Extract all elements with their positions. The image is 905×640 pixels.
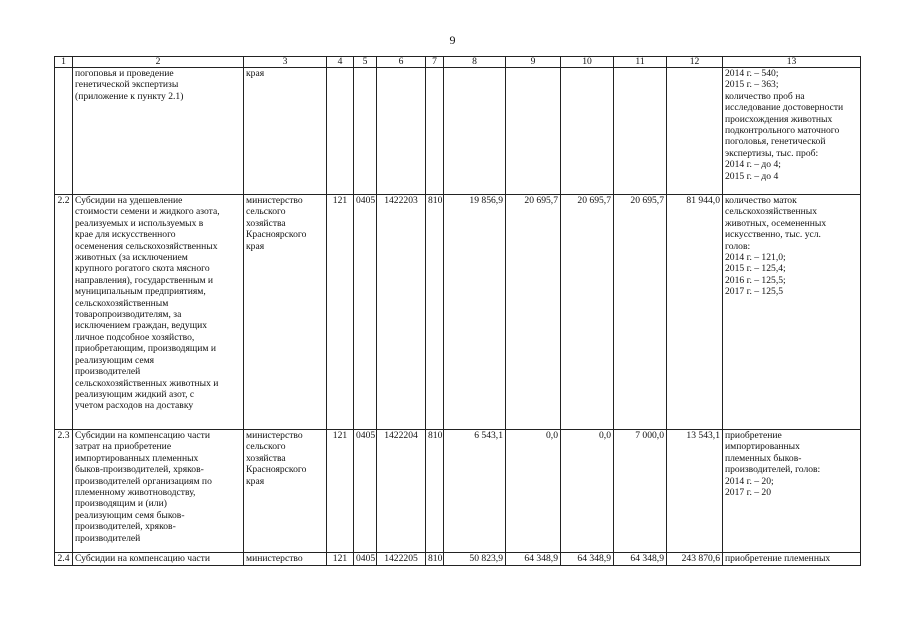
amount-2015-cell: 64 348,9 <box>506 553 561 566</box>
activity-name-cell-line: быков-производителей, хряков- <box>75 464 204 476</box>
executor-cell-line: министерство <box>246 553 303 564</box>
activity-name-cell-line: генетической экспертизы <box>75 79 179 91</box>
program-activities-table <box>54 56 861 566</box>
amount-2014-cell: 19 856,9 <box>444 195 506 430</box>
activity-name-cell-line: Субсидии на удешевление <box>75 195 183 206</box>
expected-result-cell-line: количество проб на <box>725 90 805 102</box>
activity-name-cell-line: животных (за исключением <box>75 252 188 264</box>
column-number-10: 10 <box>561 57 614 68</box>
column-number-4: 4 <box>327 57 354 68</box>
activity-name-cell-line: личное подсобное хозяйство, <box>75 331 195 343</box>
expected-result-cell-line: искусственно, тыс. усл. <box>725 229 821 241</box>
code-admin-cell: 121 <box>327 430 354 553</box>
code-section-cell <box>354 68 377 195</box>
amount-2015-cell: 0,0 <box>506 430 561 553</box>
activity-name-cell-line: затрат на приобретение <box>75 441 172 453</box>
activity-name-cell-line: реализующим семя быков- <box>75 509 185 521</box>
expected-result-cell-line: голов: <box>725 240 751 252</box>
expected-result-cell-line: 2016 г. – 125,5; <box>725 274 786 286</box>
activity-name-cell-line: реализующим семя <box>75 354 155 366</box>
page-number: 9 <box>449 33 456 47</box>
code-target-cell: 1422205 <box>377 553 426 566</box>
column-number-13: 13 <box>723 57 861 68</box>
row-number-cell: 2.4 <box>55 553 73 566</box>
code-admin-cell: 121 <box>327 195 354 430</box>
code-section-cell: 0405 <box>354 430 377 553</box>
activity-name-cell <box>73 195 244 430</box>
expected-result-cell-line: происхождения животных <box>725 113 833 125</box>
code-target-cell: 1422204 <box>377 430 426 553</box>
expected-result-cell-line: 2014 г. – 121,0; <box>725 252 786 264</box>
activity-name-cell-line: погоповья и проведение <box>75 68 174 79</box>
expected-result-cell-line: импортированных <box>725 441 800 453</box>
activity-name-cell-line: Субсидии на компенсацию части <box>75 553 210 564</box>
activity-name-cell-line: сельскохозяйственным <box>75 297 169 309</box>
activity-name-cell-line: приобретающим, производящим и <box>75 343 216 355</box>
amount-2016-cell: 64 348,9 <box>561 553 614 566</box>
executor-cell <box>244 68 327 195</box>
activity-name-cell-line: стоимости семени и жидкого азота, <box>75 206 220 218</box>
activity-name-cell-line: исключением граждан, ведущих <box>75 320 208 332</box>
column-number-3: 3 <box>244 57 327 68</box>
executor-cell <box>244 430 327 553</box>
code-section-cell: 0405 <box>354 195 377 430</box>
expected-result-cell-line: производителей, голов: <box>725 464 821 476</box>
column-number-7: 7 <box>426 57 444 68</box>
activity-name-cell-line: учетом расходов на доставку <box>75 400 194 412</box>
expected-result-cell-line: исследование достоверности <box>725 102 844 114</box>
amount-2016-cell: 0,0 <box>561 430 614 553</box>
code-expense-cell: 810 <box>426 430 444 553</box>
expected-result-cell-line: подконтрольного маточного <box>725 125 840 137</box>
amount-2016-cell <box>561 68 614 195</box>
column-number-11: 11 <box>614 57 667 68</box>
activity-name-cell-line: сельскохозяйственных животных и <box>75 377 219 389</box>
code-expense-cell: 810 <box>426 195 444 430</box>
column-number-9: 9 <box>506 57 561 68</box>
executor-cell-line: Красноярского <box>246 229 307 241</box>
executor-cell-line: министерство <box>246 430 303 441</box>
activity-name-cell <box>73 430 244 553</box>
table-row <box>55 68 861 195</box>
expected-result-cell-line: количество маток <box>725 195 797 206</box>
activity-name-cell-line: племенному животноводству, <box>75 487 196 499</box>
activity-name-cell <box>73 68 244 195</box>
row-number-cell: 2.2 <box>55 195 73 430</box>
expected-result-cell-line: 2014 г. – до 4; <box>725 159 781 171</box>
column-number-1: 1 <box>55 57 73 68</box>
expected-result-cell-line: 2017 г. – 125,5 <box>725 286 784 298</box>
executor-cell-line: сельского <box>246 441 286 453</box>
activity-name-cell-line: производящим и (или) <box>75 498 167 510</box>
column-number-8: 8 <box>444 57 506 68</box>
code-section-cell: 0405 <box>354 553 377 566</box>
expected-result-cell-line: 2017 г. – 20 <box>725 487 772 499</box>
code-admin-cell: 121 <box>327 553 354 566</box>
expected-result-cell-line: сельскохозяйственных <box>725 206 818 218</box>
column-number-2: 2 <box>73 57 244 68</box>
amount-2014-cell <box>444 68 506 195</box>
expected-result-cell-line: 2014 г. – 540; <box>725 68 779 79</box>
executor-cell-line: края <box>246 240 265 252</box>
expected-result-cell-line: экспертизы, тыс. проб: <box>725 147 819 159</box>
activity-name-cell-line: производителей организациям по <box>75 475 212 487</box>
amount-2014-cell: 50 823,9 <box>444 553 506 566</box>
activity-name-cell-line: товаропроизводителям, за <box>75 309 182 321</box>
code-expense-cell <box>426 68 444 195</box>
code-admin-cell <box>327 68 354 195</box>
activity-name-cell-line: производителей <box>75 532 141 544</box>
amount-2014-cell: 6 543,1 <box>444 430 506 553</box>
activity-name-cell-line: осеменения сельскохозяйственных <box>75 240 218 252</box>
row-number-cell <box>55 68 73 195</box>
expected-result-cell <box>723 195 861 430</box>
amount-2016-cell: 20 695,7 <box>561 195 614 430</box>
code-target-cell <box>377 68 426 195</box>
expected-result-cell-line: поголовья, генетической <box>725 136 826 148</box>
row-number-cell: 2.3 <box>55 430 73 553</box>
amount-2017-cell: 7 000,0 <box>614 430 667 553</box>
activity-name-cell-line: крае для искусственного <box>75 229 176 241</box>
activity-name-cell-line: муниципальным предприятиям, <box>75 286 206 298</box>
activity-name-cell <box>73 553 244 566</box>
code-expense-cell: 810 <box>426 553 444 566</box>
executor-cell-line: Красноярского <box>246 464 307 476</box>
activity-name-cell-line: крупного рогатого скота мясного <box>75 263 210 275</box>
table-row <box>55 430 861 553</box>
activity-name-cell-line: (приложение к пункту 2.1) <box>75 90 184 102</box>
expected-result-cell-line: 2015 г. – до 4 <box>725 170 779 182</box>
executor-cell-line: сельского <box>246 206 286 218</box>
executor-cell-line: хозяйства <box>246 452 286 464</box>
table-row <box>55 195 861 430</box>
activity-name-cell-line: производителей <box>75 366 141 378</box>
expected-result-cell-line: приобретение племенных <box>725 553 831 564</box>
activity-name-cell-line: производителей, хряков- <box>75 521 176 533</box>
table-row <box>55 553 861 566</box>
executor-cell-line: края <box>246 68 265 79</box>
expected-result-cell-line: животных, осемененных <box>725 217 827 229</box>
code-target-cell: 1422203 <box>377 195 426 430</box>
amount-total-cell: 81 944,0 <box>667 195 723 430</box>
column-number-6: 6 <box>377 57 426 68</box>
amount-total-cell: 243 870,6 <box>667 553 723 566</box>
expected-result-cell <box>723 68 861 195</box>
expected-result-cell-line: племенных быков- <box>725 452 802 464</box>
executor-cell-line: края <box>246 475 265 487</box>
amount-2015-cell <box>506 68 561 195</box>
activity-name-cell-line: реализующим жидкий азот, с <box>75 388 195 400</box>
expected-result-cell <box>723 553 861 566</box>
activity-name-cell-line: реализуемых и используемых в <box>75 217 204 229</box>
activity-name-cell-line: импортированных племенных <box>75 452 199 464</box>
amount-2017-cell: 20 695,7 <box>614 195 667 430</box>
executor-cell-line: хозяйства <box>246 217 286 229</box>
column-number-12: 12 <box>667 57 723 68</box>
executor-cell <box>244 553 327 566</box>
expected-result-cell-line: 2014 г. – 20; <box>725 475 774 487</box>
amount-total-cell <box>667 68 723 195</box>
executor-cell-line: министерство <box>246 195 303 206</box>
expected-result-cell-line: 2015 г. – 363; <box>725 79 779 91</box>
activity-name-cell-line: Субсидии на компенсацию части <box>75 430 210 441</box>
table-header-row <box>55 57 861 68</box>
expected-result-cell-line: приобретение <box>725 430 782 441</box>
amount-total-cell: 13 543,1 <box>667 430 723 553</box>
amount-2017-cell: 64 348,9 <box>614 553 667 566</box>
executor-cell <box>244 195 327 430</box>
amount-2015-cell: 20 695,7 <box>506 195 561 430</box>
activity-name-cell-line: направления), государственным и <box>75 274 214 286</box>
expected-result-cell <box>723 430 861 553</box>
expected-result-cell-line: 2015 г. – 125,4; <box>725 263 786 275</box>
column-number-5: 5 <box>354 57 377 68</box>
amount-2017-cell <box>614 68 667 195</box>
